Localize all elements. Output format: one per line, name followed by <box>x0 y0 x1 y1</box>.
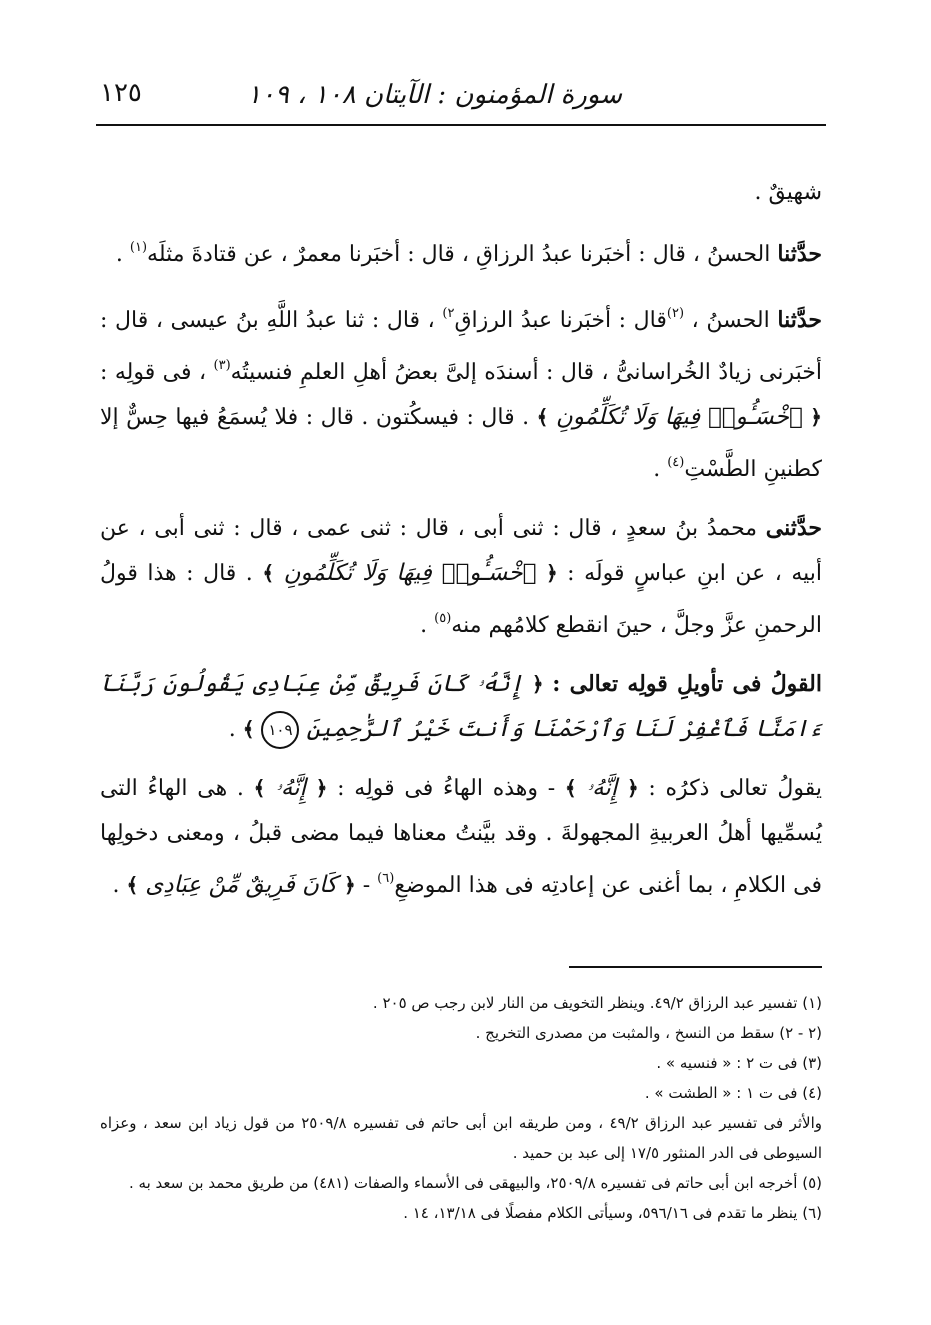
quran-bracket-open: ﴿ <box>344 873 356 897</box>
paragraph-5-heading <box>100 662 822 752</box>
running-head <box>100 60 822 120</box>
paragraph-end: . <box>112 873 127 898</box>
footnote-ref[interactable]: (٤) <box>667 455 685 470</box>
verse-number-medallion: ١٠٩ <box>261 711 299 749</box>
footnote-separator <box>569 966 822 968</box>
quran-bracket-close: ﴾ <box>262 561 275 585</box>
narration-lead: حدَّثنا <box>777 307 822 333</box>
paragraph-text: قال : أخبَرنا عبدُ الرزاقِ <box>454 308 667 333</box>
paragraph-3 <box>100 291 822 492</box>
quran-quote: ٱخْسَـُٔوا۟ فِيهَا وَلَا تُكَلِّمُونِ <box>555 404 803 430</box>
quran-quote: إِنَّهُۥ <box>586 775 618 801</box>
quran-quote: كَانَ فَرِيقٌ مِّنْ عِبَادِى <box>145 872 338 898</box>
paragraph-end: . <box>228 717 243 742</box>
paragraph-text: - وهذه الهاءُ فى قولِه : <box>327 776 565 801</box>
narration-lead: حدَّثنى <box>765 515 822 541</box>
quran-quote: ٱخْسَـُٔوا۟ فِيهَا وَلَا تُكَلِّمُونِ <box>283 560 537 586</box>
paragraph-end: . <box>115 242 130 267</box>
section-heading: القولُ فى تأويلِ قولِه تعالى : <box>552 671 822 697</box>
footnote-ref[interactable]: (١) <box>129 240 148 255</box>
paragraph-6 <box>100 766 822 908</box>
book-page <box>100 60 822 1310</box>
footnote-item: (٣) فى ت ٢ : « فنسيه » . <box>656 1054 822 1072</box>
paragraph-end: . <box>420 613 435 638</box>
page-number: ١٢٥ <box>100 78 142 108</box>
footnote-ref[interactable]: ٢) <box>442 306 455 321</box>
footnote-ref[interactable]: (٢) <box>666 306 685 321</box>
paragraph-text: ، فى قولِه : <box>100 360 214 385</box>
paragraph-text: . هى الهاءُ التى يُسمِّيها أهلُ العربيةِ المجهولةَ . وقد بيَّنتُ معناها فيما مضى قبلُ ، ومعنى دخولِها فى الكلامِ ، بما أغنى عن إعادتِه فى هذا الموضعِ <box>100 776 822 898</box>
paragraph-end: . <box>653 457 668 482</box>
paragraph-4 <box>100 506 822 648</box>
main-text <box>100 170 822 922</box>
quran-bracket-close: ﴾ <box>126 873 139 897</box>
running-title: سورة المؤمنون : الآيتان ١٠٨ ، ١٠٩ <box>246 80 622 110</box>
footnote-ref[interactable]: (٦) <box>377 871 395 886</box>
quran-bracket-open: ﴿ <box>810 405 823 429</box>
footnote-item: (٥) أخرجه ابن أبى حاتم فى تفسيره ٢٥٠٩/٨، والبيهقى فى الأسماء والصفات (٤٨١) من طريق محمد بن سعد به . <box>129 1174 822 1192</box>
footnote-continuation: والأثر فى تفسير عبد الرزاق ٤٩/٢ ، ومن طريقه ابن أبى حاتم فى تفسيره ٢٥٠٩/٨ من قول زياد ابن سعد ، وعزاه السيوطى فى الدر المنثور ١٧/٥ إلى عبد بن حميد . <box>100 1114 822 1162</box>
quran-bracket-close: ﴾ <box>253 776 266 800</box>
footnote-ref[interactable]: (٥) <box>434 611 452 626</box>
footnote-item: (١) تفسير عبد الرزاق ٤٩/٢. وينظر التخويف من النار لابن رجب ص ٢٠٥ . <box>372 994 822 1012</box>
quran-bracket-close: ﴾ <box>242 717 255 741</box>
quran-bracket-open: ﴿ <box>315 776 328 800</box>
quran-bracket-close: ﴾ <box>536 405 549 429</box>
quran-bracket-open: ﴿ <box>626 776 639 800</box>
quran-bracket-open: ﴿ <box>545 561 558 585</box>
paragraph-text: . قال : هذا قولُ الرحمنِ عزَّ وجلَّ ، حينَ انقطع كلامُهم منه <box>100 561 822 638</box>
quran-verse: إِنَّهُۥ كَانَ فَرِيقٌ مِّنْ عِبَادِى يَقُولُونَ رَبَّنَآ ءَامَنَّا فَٱغْفِرْ لَنَا وَٱرْحَمْنَا وَأَنتَ خَيْرُ ٱلرَّٰحِمِينَ <box>100 671 822 742</box>
paragraph-text: يقولُ تعالى ذكرُه : <box>638 776 823 801</box>
paragraph-text: الحسنُ ، قال : أخبَرنا عبدُ الرزاقِ ، قال : أخبَرنا معمرٌ ، عن قتادةَ مثلَه <box>147 242 771 267</box>
paragraph-text: محمدُ بنُ سعدٍ ، قال : ثنى أبى ، قال : ثنى عمى ، قال : ثنى أبى ، عن أبيه ، عن ابنِ عباسٍ قولَه : <box>100 516 823 586</box>
footnote-item: (٤) فى ت ١ : « الطشت » . <box>644 1084 822 1102</box>
paragraph-1 <box>100 170 822 215</box>
narration-lead: حدَّثنا <box>777 241 822 267</box>
paragraph-text: شهيقٌ . <box>754 180 822 205</box>
quran-bracket-open: ﴿ <box>531 672 544 696</box>
paragraph-text: - <box>355 873 378 898</box>
footnote-item: (٢ - ٢) سقط من النسخ ، والمثبت من مصدرى التخريج . <box>475 1024 822 1042</box>
header-rule <box>96 124 826 126</box>
footnotes <box>100 988 822 1228</box>
quran-bracket-close: ﴾ <box>564 776 577 800</box>
paragraph-text: ، قال : ثنا عبدُ اللَّهِ بنُ عيسى ، قال : أخبَرنى زيادٌ الخُراسانىُّ ، قال : أسندَه إلىَّ بعضُ أهلِ العلمِ فنسيتُه <box>100 308 823 385</box>
paragraph-text: . قال : فيسكُتون . قال : فلا يُسمَعُ فيها حِسٌّ إلا كطنينِ الطَّسْتِ <box>100 405 822 482</box>
footnote-ref[interactable]: (٣) <box>213 358 231 373</box>
paragraph-text: الحسنُ ، <box>684 308 770 333</box>
footnote-item: (٦) ينظر ما تقدم فى ٥٩٦/١٦، وسيأتى الكلام مفصلًا فى ١٣/١٨، ١٤ . <box>403 1204 822 1222</box>
quran-quote: إِنَّهُۥ <box>275 775 306 801</box>
paragraph-2 <box>100 225 822 277</box>
